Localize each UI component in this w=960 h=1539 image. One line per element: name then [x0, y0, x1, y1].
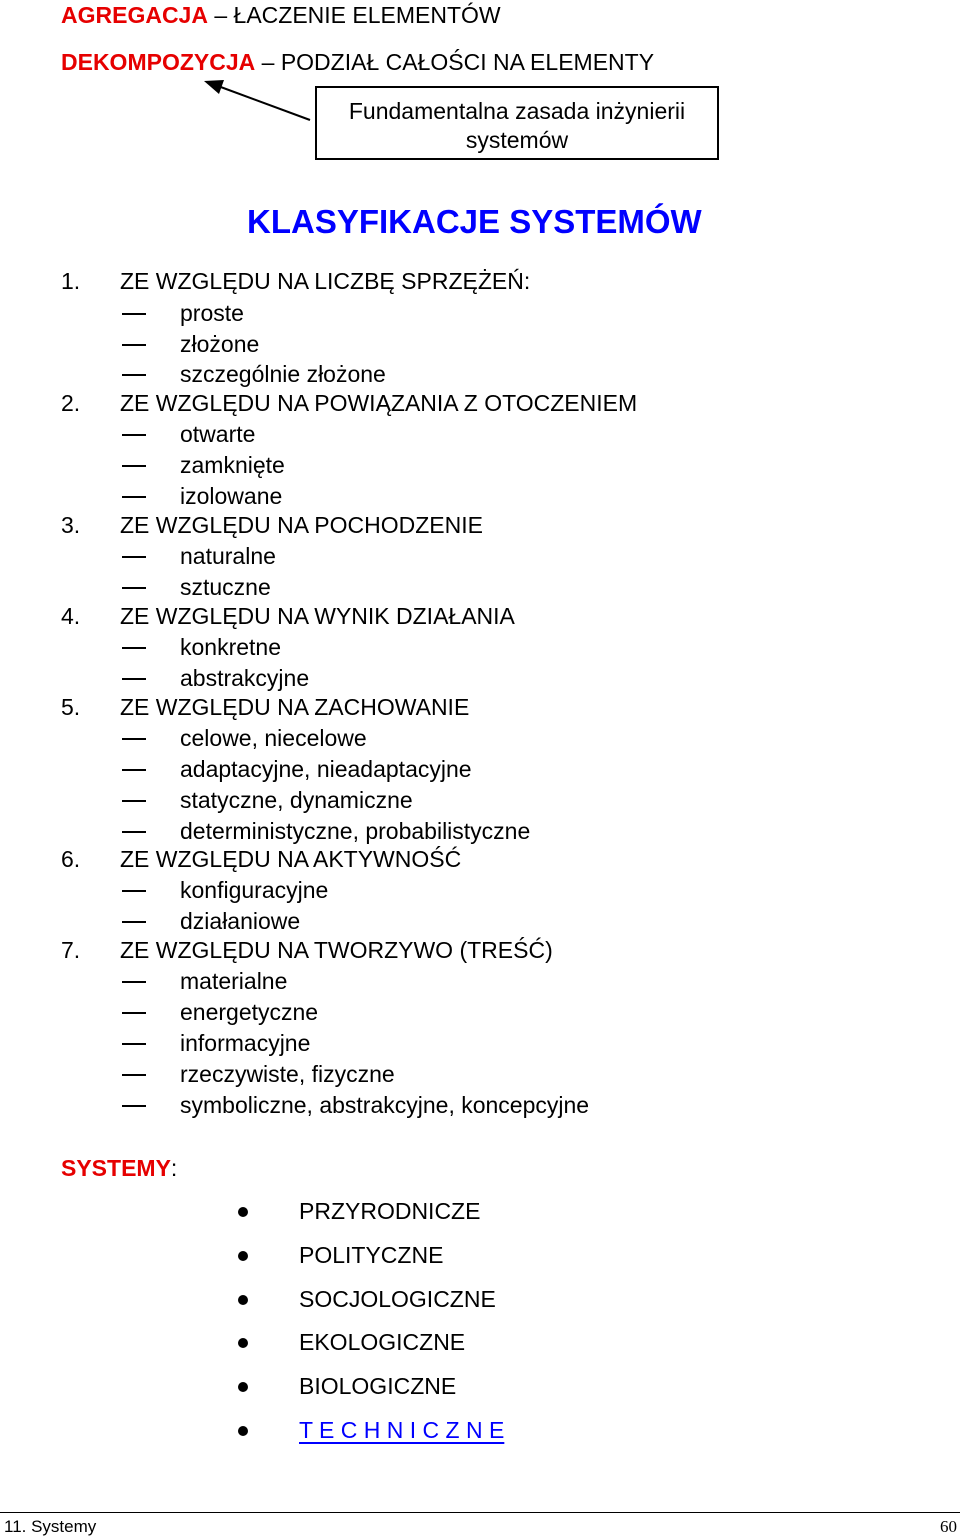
bullet-icon	[238, 1295, 248, 1305]
section-heading: ZE WZGLĘDU NA WYNIK DZIAŁANIA	[120, 603, 515, 629]
bullet-icon	[238, 1338, 248, 1348]
list-item: sztuczne	[180, 574, 271, 600]
section-number: 1.	[61, 268, 81, 294]
dash-icon	[122, 313, 146, 315]
list-item: symboliczne, abstrakcyjne, koncepcyjne	[180, 1092, 590, 1118]
list-item: informacyjne	[180, 1030, 311, 1056]
section-number: 5.	[61, 694, 81, 720]
bullet-icon	[238, 1207, 248, 1217]
dash-icon	[122, 465, 146, 467]
bullet-icon	[238, 1251, 248, 1261]
dash-icon	[122, 434, 146, 436]
section-number: 7.	[61, 937, 81, 963]
list-item: adaptacyjne, nieadaptacyjne	[180, 756, 472, 782]
list-item: SOCJOLOGICZNE	[299, 1286, 496, 1312]
systems-colon: :	[170, 1155, 178, 1181]
dash-icon	[122, 344, 146, 346]
list-item: deterministyczne, probabilistyczne	[180, 818, 531, 844]
dash-icon	[122, 831, 146, 833]
dash-icon	[122, 890, 146, 892]
list-item: rzeczywiste, fizyczne	[180, 1061, 395, 1087]
dash-icon	[122, 981, 146, 983]
bullet-icon	[238, 1426, 248, 1436]
section-heading: ZE WZGLĘDU NA POWIĄZANIA Z OTOCZENIEM	[120, 390, 638, 416]
list-item: BIOLOGICZNE	[299, 1373, 457, 1399]
classification-title: KLASYFIKACJE SYSTEMÓW	[247, 203, 702, 240]
section-number: 2.	[61, 390, 81, 416]
section-heading: ZE WZGLĘDU NA AKTYWNOŚĆ	[120, 846, 462, 872]
list-item: zamknięte	[180, 452, 285, 478]
dash-icon	[122, 769, 146, 771]
list-item: izolowane	[180, 483, 283, 509]
list-item: złożone	[180, 331, 260, 357]
systems-heading	[61, 1157, 177, 1180]
dash-icon	[122, 1012, 146, 1014]
list-item: konkretne	[180, 634, 282, 660]
dash-icon	[122, 738, 146, 740]
callout-line-2: systemów	[465, 127, 569, 153]
callout-line-1: Fundamentalna zasada inżynierii	[348, 98, 686, 124]
list-item: energetyczne	[180, 999, 319, 1025]
section-heading: ZE WZGLĘDU NA TWORZYWO (TREŚĆ)	[120, 937, 553, 963]
bullet-icon	[238, 1382, 248, 1392]
section-number: 4.	[61, 603, 81, 629]
principle-callout-box	[315, 86, 719, 160]
list-item: abstrakcyjne	[180, 665, 310, 691]
list-item: materialne	[180, 968, 288, 994]
dash-icon	[122, 921, 146, 923]
section-number: 3.	[61, 512, 81, 538]
list-item: otwarte	[180, 421, 256, 447]
dash-icon	[122, 374, 146, 376]
footer-chapter: 11. Systemy	[4, 1517, 97, 1536]
footer-divider	[0, 1512, 960, 1513]
footer-page-number: 60	[940, 1517, 957, 1536]
technical-systems-label: T E C H N I C Z N E	[299, 1417, 505, 1443]
technical-systems-item	[299, 1419, 504, 1442]
aggregation-term: AGREGACJA	[61, 2, 208, 28]
dash-icon	[122, 800, 146, 802]
dash-icon	[122, 678, 146, 680]
list-item: szczególnie złożone	[180, 361, 386, 387]
list-item: EKOLOGICZNE	[299, 1329, 466, 1355]
list-item: statyczne, dynamiczne	[180, 787, 413, 813]
section-heading: ZE WZGLĘDU NA LICZBĘ SPRZĘŻEŃ:	[120, 268, 531, 294]
principle-callout-text	[317, 97, 717, 155]
dash-icon	[122, 1074, 146, 1076]
aggregation-definition: – ŁACZENIE ELEMENTÓW	[207, 2, 501, 28]
list-item: konfiguracyjne	[180, 877, 329, 903]
list-item: POLITYCZNE	[299, 1242, 444, 1268]
section-heading: ZE WZGLĘDU NA POCHODZENIE	[120, 512, 483, 538]
dash-icon	[122, 496, 146, 498]
decomposition-definition: – PODZIAŁ CAŁOŚCI NA ELEMENTY	[255, 49, 655, 75]
list-item: PRZYRODNICZE	[299, 1198, 481, 1224]
decomposition-term: DEKOMPOZYCJA	[61, 49, 256, 75]
list-item: proste	[180, 300, 244, 326]
list-item: działaniowe	[180, 908, 301, 934]
dash-icon	[122, 556, 146, 558]
section-heading: ZE WZGLĘDU NA ZACHOWANIE	[120, 694, 470, 720]
list-item: celowe, niecelowe	[180, 725, 367, 751]
dash-icon	[122, 1105, 146, 1107]
dash-icon	[122, 587, 146, 589]
section-number: 6.	[61, 846, 81, 872]
dash-icon	[122, 647, 146, 649]
systems-label: SYSTEMY	[61, 1155, 171, 1181]
list-item: naturalne	[180, 543, 276, 569]
dash-icon	[122, 1043, 146, 1045]
